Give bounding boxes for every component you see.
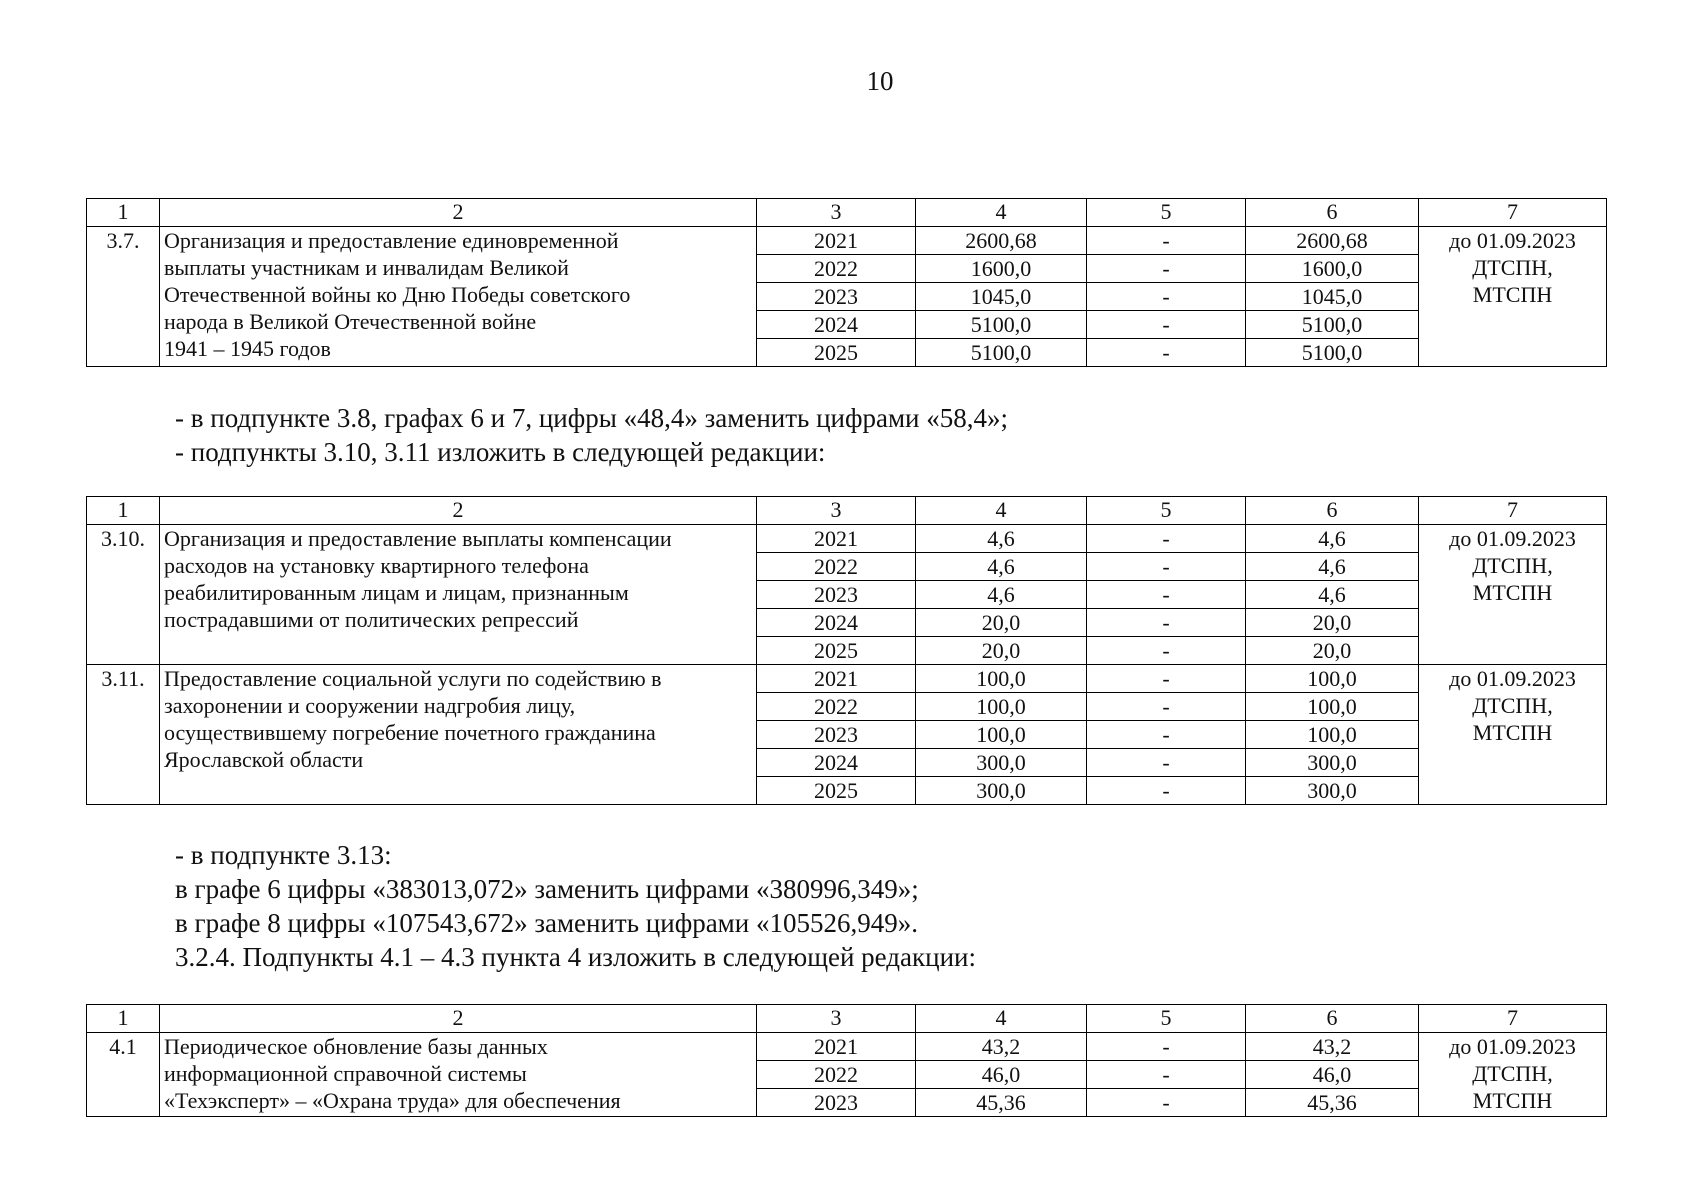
description-line: пострадавшими от политических репрессий	[164, 607, 579, 632]
subitem-description	[160, 1033, 757, 1117]
amount-federal-cell: -	[1087, 311, 1246, 339]
header-row	[87, 1005, 1607, 1033]
amount-total-cell: 300,0	[916, 749, 1087, 777]
amount-regional-cell: 45,36	[1246, 1089, 1419, 1117]
header-cell: 1	[87, 199, 160, 227]
header-cell: 3	[757, 1005, 916, 1033]
year-cell: 2025	[757, 339, 916, 367]
description-line: расходов на установку квартирного телефона	[164, 553, 589, 578]
amount-federal-cell: -	[1087, 581, 1246, 609]
description-line: информационной справочной системы	[164, 1061, 527, 1086]
responsible-line: ДТСПН,	[1472, 553, 1553, 578]
amount-total-cell: 5100,0	[916, 311, 1087, 339]
responsible-line: МТСПН	[1472, 282, 1553, 307]
responsible-line: МТСПН	[1472, 580, 1553, 605]
table-subitem-3-7	[86, 198, 1607, 367]
paragraph-line: - в подпункте 3.13:	[175, 840, 392, 870]
table-subitem-4-1	[86, 1004, 1607, 1117]
header-cell: 5	[1087, 497, 1246, 525]
year-cell: 2024	[757, 749, 916, 777]
page-number: 10	[866, 66, 894, 96]
amount-total-cell: 4,6	[916, 525, 1087, 553]
deadline-responsible	[1419, 227, 1607, 367]
header-cell: 2	[160, 199, 757, 227]
amount-regional-cell: 300,0	[1246, 777, 1419, 805]
year-cell: 2023	[757, 283, 916, 311]
amount-total-cell: 1600,0	[916, 255, 1087, 283]
subitem-description	[160, 525, 757, 665]
description-line: Предоставление социальной услуги по содействию в	[164, 666, 662, 691]
amount-regional-cell: 5100,0	[1246, 339, 1419, 367]
description-line: Ярославской области	[164, 747, 364, 772]
header-cell: 2	[160, 1005, 757, 1033]
amount-federal-cell: -	[1087, 749, 1246, 777]
amount-total-cell: 300,0	[916, 777, 1087, 805]
responsible-line: ДТСПН,	[1472, 255, 1553, 280]
amount-total-cell: 4,6	[916, 553, 1087, 581]
amount-regional-cell: 20,0	[1246, 609, 1419, 637]
amount-federal-cell: -	[1087, 1089, 1246, 1117]
responsible-line: до 01.09.2023	[1449, 526, 1576, 551]
subitem-description	[160, 227, 757, 367]
deadline-responsible	[1419, 665, 1607, 805]
description-line: осуществившему погребение почетного гражданина	[164, 720, 656, 745]
year-cell: 2025	[757, 637, 916, 665]
amount-federal-cell: -	[1087, 255, 1246, 283]
amount-regional-cell: 5100,0	[1246, 311, 1419, 339]
year-cell: 2023	[757, 721, 916, 749]
amount-regional-cell: 4,6	[1246, 525, 1419, 553]
table-subitems-3-10-3-11	[86, 496, 1607, 805]
year-cell: 2022	[757, 1061, 916, 1089]
header-cell: 4	[916, 1005, 1087, 1033]
header-row	[87, 497, 1607, 525]
subitem-description	[160, 665, 757, 805]
amount-federal-cell: -	[1087, 777, 1246, 805]
amount-federal-cell: -	[1087, 693, 1246, 721]
header-cell: 1	[87, 1005, 160, 1033]
paragraph-line: - в подпункте 3.8, графах 6 и 7, цифры «48,4» заменить цифрами «58,4»;	[175, 403, 1009, 433]
year-cell: 2023	[757, 581, 916, 609]
amount-regional-cell: 2600,68	[1246, 227, 1419, 255]
table-row	[87, 227, 1607, 255]
amount-regional-cell: 300,0	[1246, 749, 1419, 777]
header-cell: 4	[916, 497, 1087, 525]
responsible-line: МТСПН	[1472, 720, 1553, 745]
year-cell: 2021	[757, 1033, 916, 1061]
paragraph-line: в графе 8 цифры «107543,672» заменить цифрами «105526,949».	[175, 908, 918, 938]
header-cell: 4	[916, 199, 1087, 227]
amount-regional-cell: 43,2	[1246, 1033, 1419, 1061]
responsible-line: ДТСПН,	[1472, 693, 1553, 718]
amount-regional-cell: 1600,0	[1246, 255, 1419, 283]
amount-total-cell: 100,0	[916, 665, 1087, 693]
amount-federal-cell: -	[1087, 1033, 1246, 1061]
year-cell: 2021	[757, 227, 916, 255]
amount-federal-cell: -	[1087, 609, 1246, 637]
year-cell: 2024	[757, 609, 916, 637]
amount-federal-cell: -	[1087, 227, 1246, 255]
year-cell: 2023	[757, 1089, 916, 1117]
amount-total-cell: 100,0	[916, 693, 1087, 721]
subitem-number: 3.11.	[87, 665, 160, 805]
amount-total-cell: 2600,68	[916, 227, 1087, 255]
deadline-responsible	[1419, 1033, 1607, 1117]
year-cell: 2024	[757, 311, 916, 339]
amount-federal-cell: -	[1087, 339, 1246, 367]
amount-federal-cell: -	[1087, 665, 1246, 693]
header-cell: 7	[1419, 199, 1607, 227]
responsible-line: до 01.09.2023	[1449, 1034, 1576, 1059]
amount-federal-cell: -	[1087, 553, 1246, 581]
amount-regional-cell: 100,0	[1246, 693, 1419, 721]
paragraph-line: - подпункты 3.10, 3.11 изложить в следующей редакции:	[175, 437, 826, 467]
amount-total-cell: 20,0	[916, 637, 1087, 665]
amount-total-cell: 4,6	[916, 581, 1087, 609]
header-cell: 7	[1419, 1005, 1607, 1033]
year-cell: 2022	[757, 693, 916, 721]
header-cell: 6	[1246, 497, 1419, 525]
description-line: Периодическое обновление базы данных	[164, 1034, 548, 1059]
description-line: 1941 – 1945 годов	[164, 336, 331, 361]
amount-regional-cell: 100,0	[1246, 721, 1419, 749]
amount-regional-cell: 4,6	[1246, 553, 1419, 581]
description-line: выплаты участникам и инвалидам Великой	[164, 255, 569, 280]
year-cell: 2021	[757, 525, 916, 553]
amount-total-cell: 45,36	[916, 1089, 1087, 1117]
subitem-number: 3.10.	[87, 525, 160, 665]
amount-regional-cell: 1045,0	[1246, 283, 1419, 311]
description-line: Организация и предоставление единовременной	[164, 228, 619, 253]
amount-federal-cell: -	[1087, 525, 1246, 553]
subitem-number: 3.7.	[87, 227, 160, 367]
year-cell: 2022	[757, 553, 916, 581]
table-row	[87, 525, 1607, 553]
year-cell: 2022	[757, 255, 916, 283]
description-line: реабилитированным лицам и лицам, признанным	[164, 580, 629, 605]
header-cell: 3	[757, 199, 916, 227]
amount-regional-cell: 4,6	[1246, 581, 1419, 609]
amount-total-cell: 46,0	[916, 1061, 1087, 1089]
year-cell: 2021	[757, 665, 916, 693]
header-cell: 6	[1246, 199, 1419, 227]
amount-total-cell: 43,2	[916, 1033, 1087, 1061]
amount-federal-cell: -	[1087, 721, 1246, 749]
header-cell: 1	[87, 497, 160, 525]
description-line: Отечественной войны ко Дню Победы советского	[164, 282, 631, 307]
paragraph-block-1	[175, 401, 1008, 469]
paragraph-block-2	[175, 838, 976, 974]
header-cell: 7	[1419, 497, 1607, 525]
responsible-line: МТСПН	[1472, 1088, 1553, 1113]
description-line: «Техэксперт» – «Охрана труда» для обеспечения	[164, 1088, 621, 1113]
table-row	[87, 665, 1607, 693]
amount-total-cell: 1045,0	[916, 283, 1087, 311]
responsible-line: ДТСПН,	[1472, 1061, 1553, 1086]
amount-total-cell: 20,0	[916, 609, 1087, 637]
amount-regional-cell: 100,0	[1246, 665, 1419, 693]
subitem-number: 4.1	[87, 1033, 160, 1117]
amount-total-cell: 100,0	[916, 721, 1087, 749]
amount-federal-cell: -	[1087, 1061, 1246, 1089]
amount-regional-cell: 46,0	[1246, 1061, 1419, 1089]
amount-federal-cell: -	[1087, 283, 1246, 311]
year-cell: 2025	[757, 777, 916, 805]
description-line: захоронении и сооружении надгробия лицу,	[164, 693, 576, 718]
amount-regional-cell: 20,0	[1246, 637, 1419, 665]
paragraph-line: 3.2.4. Подпункты 4.1 – 4.3 пункта 4 изложить в следующей редакции:	[175, 942, 976, 972]
deadline-responsible	[1419, 525, 1607, 665]
description-line: народа в Великой Отечественной войне	[164, 309, 537, 334]
header-cell: 2	[160, 497, 757, 525]
responsible-line: до 01.09.2023	[1449, 666, 1576, 691]
amount-federal-cell: -	[1087, 637, 1246, 665]
paragraph-line: в графе 6 цифры «383013,072» заменить цифрами «380996,349»;	[175, 874, 919, 904]
header-cell: 3	[757, 497, 916, 525]
description-line: Организация и предоставление выплаты компенсации	[164, 526, 672, 551]
header-row	[87, 199, 1607, 227]
header-cell: 5	[1087, 199, 1246, 227]
responsible-line: до 01.09.2023	[1449, 228, 1576, 253]
table-row	[87, 1033, 1607, 1061]
amount-total-cell: 5100,0	[916, 339, 1087, 367]
header-cell: 5	[1087, 1005, 1246, 1033]
header-cell: 6	[1246, 1005, 1419, 1033]
